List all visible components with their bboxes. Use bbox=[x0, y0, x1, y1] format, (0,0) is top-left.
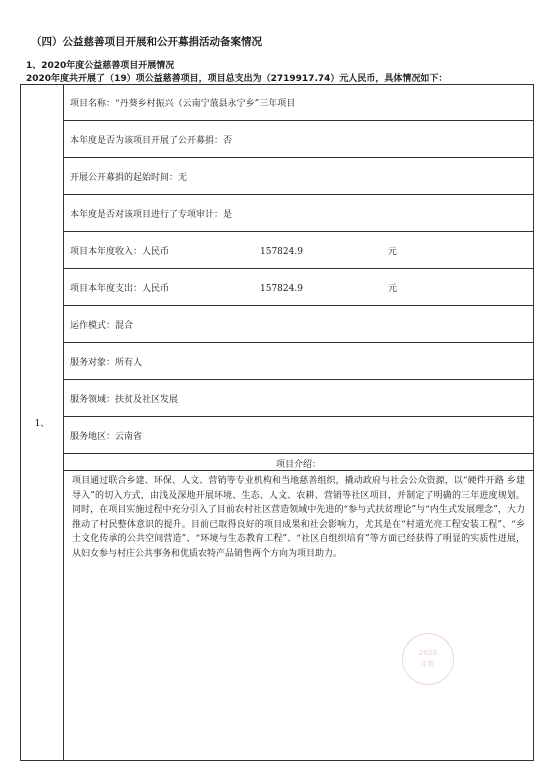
operation-mode: 运作模式：混合 bbox=[64, 306, 534, 343]
expense-unit: 元 bbox=[388, 283, 398, 294]
service-area: 服务地区：云南省 bbox=[64, 417, 534, 454]
summary-prefix: 2020年度共开展了（ bbox=[26, 74, 115, 84]
annual-income bbox=[64, 232, 534, 269]
service-target: 服务对象：所有人 bbox=[64, 343, 534, 380]
project-record-table bbox=[20, 84, 534, 761]
public-fundraising: 本年度是否为该项目开展了公开募捐：否 bbox=[64, 121, 534, 158]
intro-heading: 项目介绍： bbox=[64, 454, 534, 471]
income-unit: 元 bbox=[388, 246, 398, 257]
summary-middle: ）项公益慈善项目，项目总支出为（ bbox=[126, 74, 271, 84]
annual-expense bbox=[64, 269, 534, 306]
income-value: 157824.9 bbox=[260, 246, 303, 257]
project-name: 项目名称：“丹葵乡村振兴（云南宁蒗县永宁乡”三年项目 bbox=[64, 85, 534, 121]
project-count: 19 bbox=[114, 74, 127, 84]
section-title: （四）公益慈善项目开展和公开募捐活动备案情况 bbox=[31, 36, 262, 48]
service-field: 服务领域：扶贫及社区发展 bbox=[64, 380, 534, 417]
summary-suffix: ）元人民币，具体情况如下： bbox=[330, 74, 448, 84]
income-label: 项目本年度收入：人民币 bbox=[70, 246, 170, 257]
stamp-year: 2020 bbox=[419, 649, 437, 657]
record-index: 1、 bbox=[21, 85, 64, 761]
annual-report-stamp bbox=[402, 633, 454, 685]
subsection-title: 1、2020年度公益慈善项目开展情况 bbox=[26, 61, 175, 71]
special-audit: 本年度是否对该项目进行了专项审计：是 bbox=[64, 195, 534, 232]
total-expense: 2719917.74 bbox=[270, 74, 331, 84]
stamp-label: 年报 bbox=[421, 660, 435, 668]
fundraising-start-time: 开展公开募捐的起始时间：无 bbox=[64, 158, 534, 195]
summary-line bbox=[26, 71, 447, 84]
intro-text: 项目通过联合乡建、环保、人文、营销等专业机构和当地慈善组织，撬动政府与社会公众资源，以“硬件开路 乡建导入”的切入方式，由浅及深地开展环境、生态、人文、农耕、营销等社区项目，并制定了明确的三年进度规划。同时，在项目实施过程中充分引入了目前农村社区营造领域中先进的“参与式扶贫理论”与“内生式发展理念”，大力推动了村民整体意识的提升。目前已取得良好的项目成果和社会影响力，尤其是在“村道光亮工程安装工程”、“乡土文化传承的公共空间营造”、“环境与生态教育工程”、“社区自组织培育”等方面已经获得了明显的实质性进展，从妇女参与村庄公共事务和优质农特产品销售两个方向为项目助力。 bbox=[64, 471, 534, 761]
expense-label: 项目本年度支出：人民币 bbox=[70, 283, 170, 294]
expense-value: 157824.9 bbox=[260, 283, 303, 294]
